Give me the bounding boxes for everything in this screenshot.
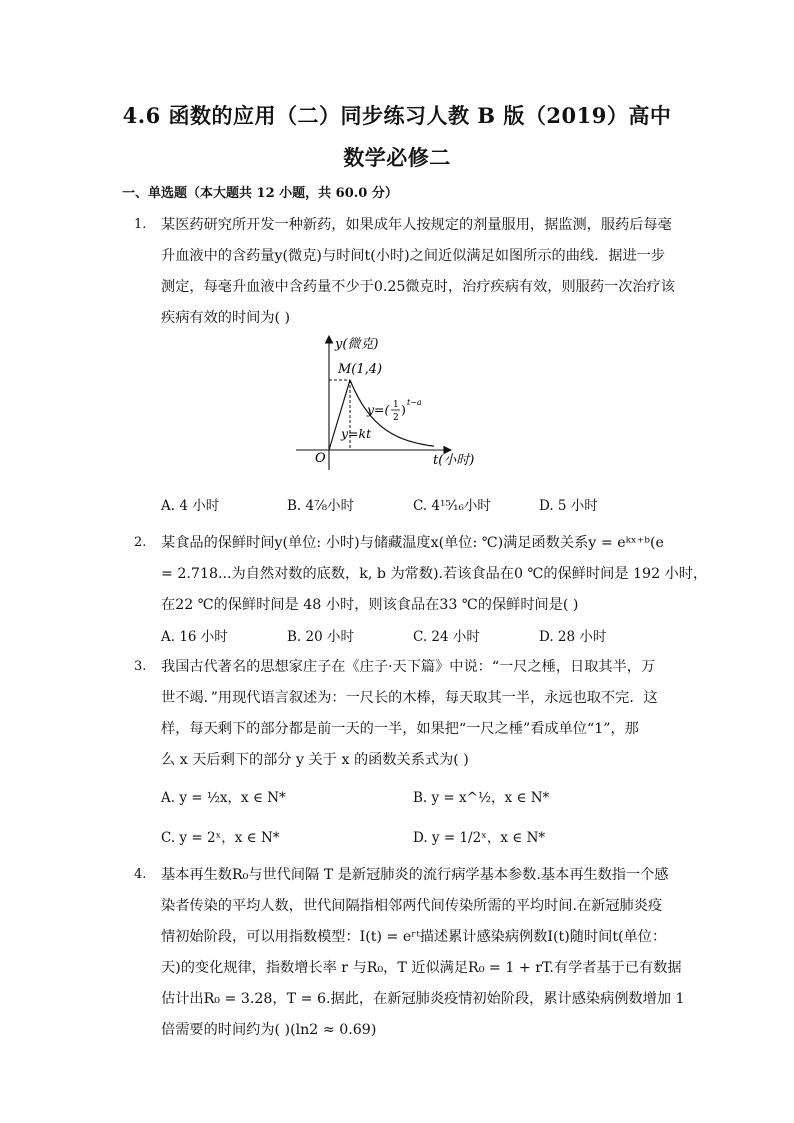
question-text-line: 升血液中的含药量y(微克)与时间t(小时)之间近似满足如图所示的曲线．据进一步	[161, 248, 666, 264]
option-c[interactable]: C. 24 小时	[413, 629, 480, 645]
section-heading: 一、单选题（本大题共 12 小题，共 60.0 分）	[122, 186, 398, 201]
option-c[interactable]: C. 4¹⁵⁄₁₆小时	[413, 498, 491, 514]
question-text-line: 染者传染的平均人数，世代间隔指相邻两代间传染所需的平均时间.在新冠肺炎疫	[161, 898, 663, 914]
decay-label: y=(	[367, 402, 390, 417]
option-d[interactable]: D. y = 1/2ˣ，x ∈ N*	[413, 830, 546, 846]
question-text-line: 估计出R₀ = 3.28，T = 6.据此，在新冠肺炎疫情初始阶段，累计感染病例数增加 1	[161, 991, 685, 1007]
question-text-line: 倍需要的时间约为( )(ln2 ≈ 0.69)	[161, 1022, 377, 1038]
question-text-line: 天)的变化规律，指数增长率 r 与R₀，T 近似满足R₀ = 1 + rT.有学者基于已有数据	[161, 960, 682, 976]
t-axis-label: t(小时)	[433, 453, 475, 468]
question-text-line: = 2.718...为自然对数的底数，k, b 为常数).若该食品在0 ℃的保鲜时间是 192 小时，	[161, 566, 708, 582]
point-label-m: M(1,4)	[338, 362, 383, 377]
question-text-line: 在22 ℃的保鲜时间是 48 小时，则该食品在33 ℃的保鲜时间是( )	[161, 597, 579, 613]
decay-frac-num: 1	[393, 400, 399, 410]
question-number: 1.	[134, 217, 147, 232]
question-text-line: 样，每天剩下的部分都是前一天的一半，如果把“一尺之棰”看成单位“1”，那	[161, 721, 639, 737]
question-text-line: 测定，每毫升血液中含药量不少于0.25微克时，治疗疾病有效，则服药一次治疗该	[161, 279, 675, 295]
decay-exponent: t−a	[407, 398, 422, 407]
option-a[interactable]: A. 16 小时	[161, 629, 228, 645]
option-c[interactable]: C. y = 2ˣ，x ∈ N*	[161, 830, 280, 846]
option-b[interactable]: B. 20 小时	[287, 629, 354, 645]
option-a[interactable]: A. 4 小时	[161, 498, 220, 514]
question-number: 3.	[134, 659, 147, 674]
question-text-line: 情初始阶段，可以用指数模型：I(t) = eʳᵗ描述累计感染病例数I(t)随时间t(单位：	[161, 929, 667, 945]
decay-close: )	[401, 402, 406, 417]
question-text-line: 么 x 天后剩下的部分 y 关于 x 的函数关系式为( )	[161, 752, 469, 768]
question-number: 4.	[134, 867, 147, 882]
option-b[interactable]: B. y = x^½，x ∈ N*	[413, 790, 550, 806]
question-text-line: 某医药研究所开发一种新药，如果成年人按规定的剂量服用，据监测，服药后每毫	[161, 217, 672, 233]
origin-label: O	[315, 451, 326, 466]
page-title-line2: 数学必修二	[343, 145, 451, 170]
question-text-line: 我国古代著名的思想家庄子在《庄子·天下篇》中说：“一尺之棰，日取其半，万	[161, 659, 656, 675]
y-axis-label: y(微克)	[335, 337, 379, 352]
question-text-line: 基本再生数R₀与世代间隔 T 是新冠肺炎的流行病学基本参数.基本再生数指一个感	[161, 867, 669, 883]
option-d[interactable]: D. 28 小时	[539, 629, 607, 645]
drug-concentration-chart	[291, 332, 491, 474]
question-number: 2.	[134, 535, 147, 550]
rise-label: y=kt	[341, 426, 372, 441]
question-text-line: 疾病有效的时间为( )	[161, 310, 291, 326]
question-text-line: 某食品的保鲜时间y(单位: 小时)与储藏温度x(单位: ℃)满足函数关系y = eᵏˣ⁺ᵇ(e	[161, 535, 664, 551]
option-b[interactable]: B. 4⁷⁄₈小时	[287, 498, 355, 514]
decay-frac-den: 2	[393, 413, 399, 423]
chart-svg	[291, 332, 491, 474]
page-title: 4.6 函数的应用（二）同步练习人教 B 版（2019）高中	[122, 103, 672, 128]
option-d[interactable]: D. 5 小时	[539, 498, 598, 514]
question-text-line: 世不竭．”用现代语言叙述为：一尺长的木棒，每天取其一半，永远也取不完．这	[161, 690, 658, 706]
option-a[interactable]: A. y = ½x，x ∈ N*	[161, 790, 286, 806]
